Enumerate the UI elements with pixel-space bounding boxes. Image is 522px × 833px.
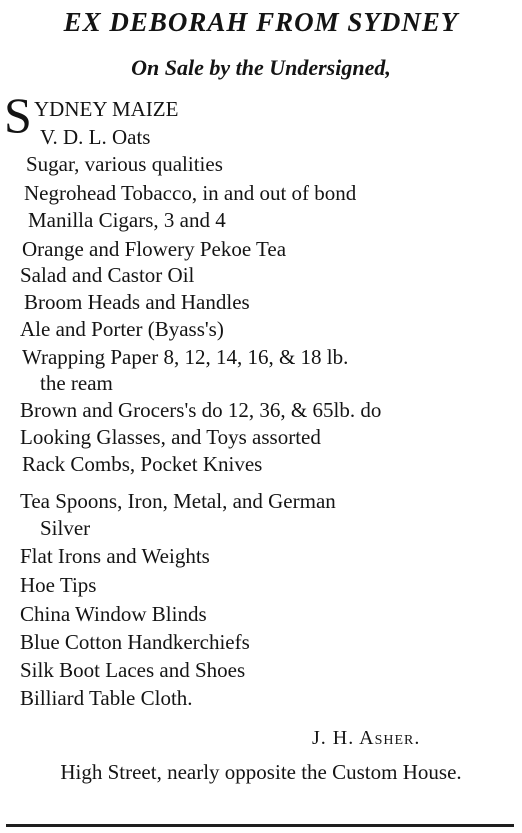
item-tobacco: Negrohead Tobacco, in and out of bond [24, 181, 357, 205]
subheadline: On Sale by the Undersigned, [131, 55, 391, 80]
item-wrapping-paper-cont: the ream [40, 371, 113, 395]
item-table-cloth: Billiard Table Cloth. [20, 686, 193, 710]
signature: J. H. Asher. [312, 727, 421, 749]
item-combs: Rack Combs, Pocket Knives [22, 452, 263, 476]
item-handkerchiefs: Blue Cotton Handkerchiefs [20, 630, 250, 654]
item-brown-paper: Brown and Grocers's do 12, 36, & 65lb. do [20, 398, 382, 422]
item-boot-laces: Silk Boot Laces and Shoes [20, 658, 246, 682]
item-oats: V. D. L. Oats [40, 125, 151, 149]
item-wrapping-paper: Wrapping Paper 8, 12, 14, 16, & 18 lb. [22, 345, 349, 369]
item-tea-spoons-cont: Silver [40, 516, 91, 540]
item-cigars: Manilla Cigars, 3 and 4 [28, 208, 226, 232]
item-oil: Salad and Castor Oil [20, 263, 195, 287]
bottom-rule [6, 824, 514, 827]
headline: EX DEBORAH FROM SYDNEY [63, 7, 459, 37]
item-hoe-tips: Hoe Tips [20, 573, 97, 597]
item-flat-irons: Flat Irons and Weights [20, 544, 210, 568]
item-looking-glasses: Looking Glasses, and Toys assorted [20, 425, 321, 449]
item-ale: Ale and Porter (Byass's) [20, 317, 224, 341]
drop-cap: S [4, 87, 32, 143]
item-tea: Orange and Flowery Pekoe Tea [22, 237, 287, 261]
address: High Street, nearly opposite the Custom House. [60, 760, 462, 784]
item-sugar: Sugar, various qualities [26, 152, 223, 176]
first-item-text: YDNEY MAIZE [34, 97, 179, 121]
item-tea-spoons: Tea Spoons, Iron, Metal, and German [20, 489, 336, 513]
item-brooms: Broom Heads and Handles [24, 290, 250, 314]
item-blinds: China Window Blinds [20, 602, 207, 626]
